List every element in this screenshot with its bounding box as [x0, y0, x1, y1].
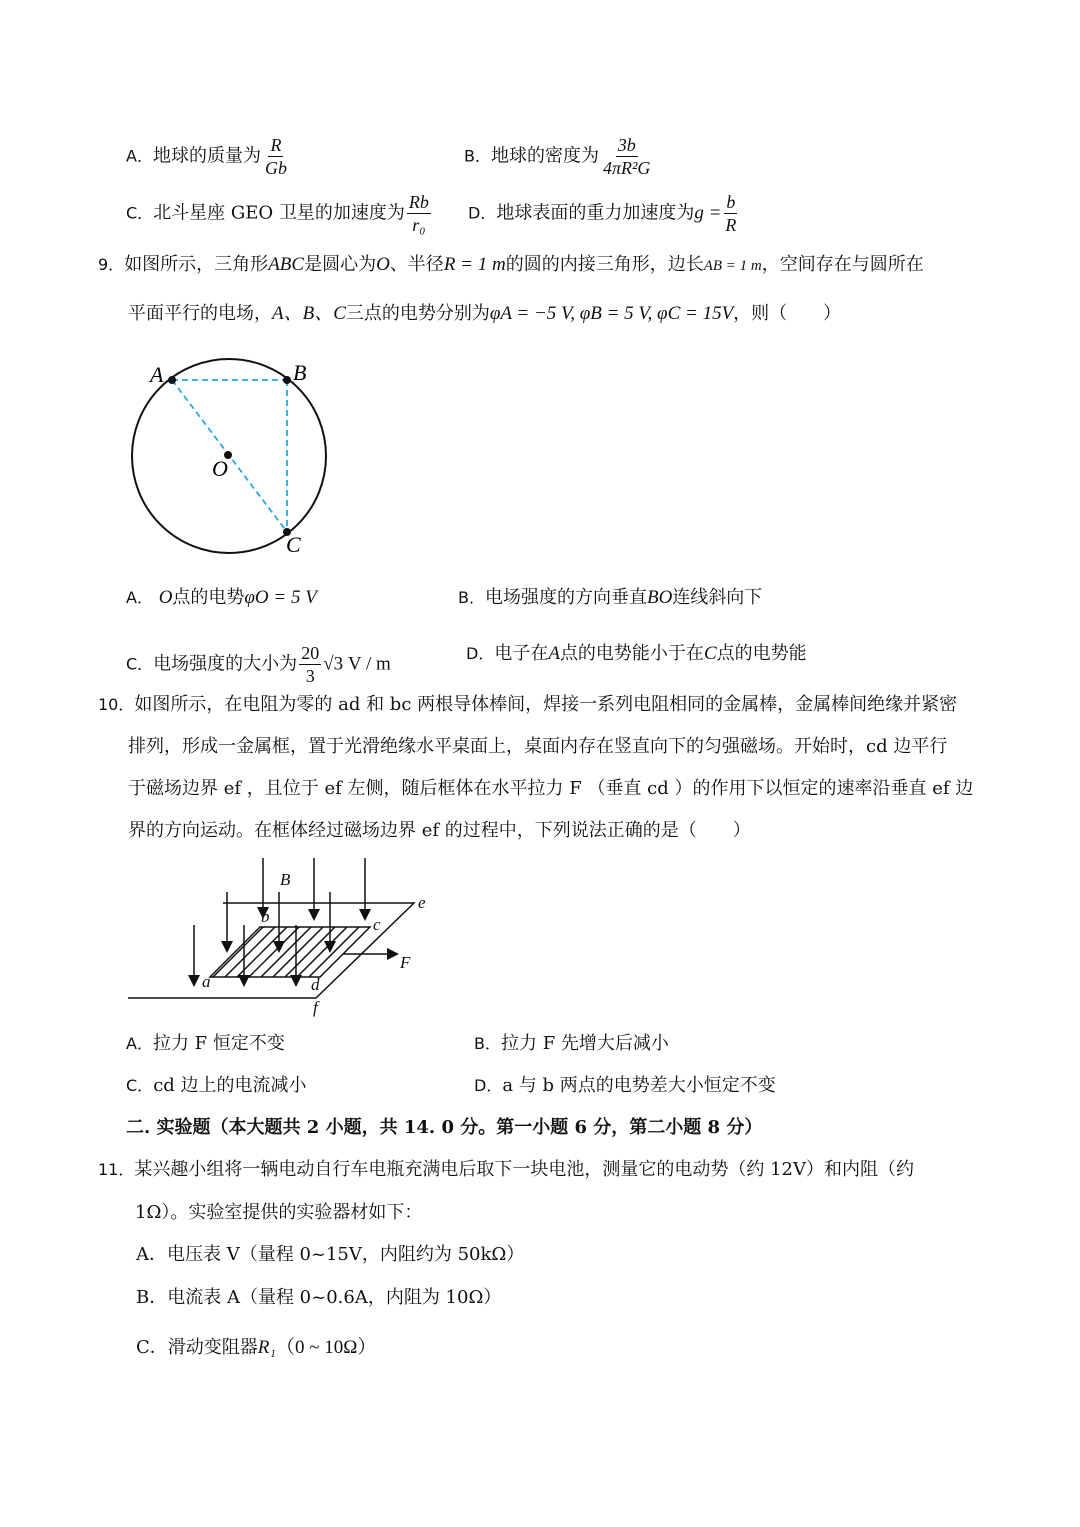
- fraction: [723, 191, 738, 236]
- label-c: c: [373, 915, 381, 934]
- point-a: [168, 376, 176, 384]
- question-number: 9．: [98, 255, 125, 274]
- text: 如图所示，三角形: [124, 254, 269, 275]
- math: C: [703, 643, 717, 664]
- option-label: A．: [126, 1034, 153, 1053]
- text: 平面平行的电场，: [128, 303, 272, 324]
- q9-option-b: [458, 586, 762, 610]
- option-label: B．: [474, 1034, 501, 1053]
- numerator: 20: [301, 643, 320, 663]
- text: 电场强度的大小为: [153, 653, 298, 675]
- text: 电子在: [494, 643, 549, 664]
- q11-line-2: 1Ω）。实验室提供的实验器材如下：: [135, 1202, 423, 1223]
- label-b: B: [293, 360, 307, 385]
- q10-line-1: [98, 693, 957, 717]
- option-text: 拉力 F 恒定不变: [152, 1033, 285, 1054]
- q8-option-b: [464, 134, 654, 179]
- q10-option-a: [126, 1032, 285, 1056]
- label-a: A: [150, 362, 164, 387]
- question-number: 10．: [98, 695, 135, 714]
- label-c: C: [286, 532, 301, 557]
- option-label: C．: [126, 203, 154, 223]
- math: R₁: [257, 1337, 276, 1358]
- hatching: [200, 920, 402, 990]
- table-boundary: [128, 903, 414, 998]
- denominator: 4πR²G: [602, 158, 651, 178]
- label-b-field: B: [280, 870, 291, 889]
- q11-item-b: B．电流表 A（量程 0~0.6A，内阻为 10Ω）: [136, 1287, 502, 1308]
- magnetic-frame-figure: [100, 850, 450, 1020]
- option-label: D．: [468, 203, 497, 223]
- option-text: 北斗星座 GEO 卫星的加速度为: [153, 202, 405, 224]
- denominator: Gb: [264, 158, 287, 178]
- section-heading: 二. 实验题（本大题共 2 小题，共 14. 0 分。第一小题 6 分，第二小题 8 分）: [126, 1117, 763, 1138]
- math: O: [376, 254, 390, 275]
- q10-line-2: 排列，形成一金属框，置于光滑绝缘水平桌面上，桌面内存在竖直向下的匀强磁场。开始时，cd 边平行: [128, 736, 948, 757]
- text: ，空间存在与圆所在: [761, 254, 924, 275]
- option-label: C．: [126, 1076, 154, 1095]
- denominator: 3: [305, 666, 315, 686]
- text: 连线斜向下: [672, 587, 763, 608]
- text: 如图所示，在电阻为零的 ad 和 bc 两根导体棒间，焊接一系列电阻相同的金属棒，金属棒间绝缘并紧密: [134, 694, 958, 715]
- q9-option-d: [466, 642, 807, 666]
- label-a: a: [202, 972, 211, 991]
- math: R = 1 m: [443, 254, 506, 275]
- label-force: F: [400, 953, 411, 972]
- numerator: R: [270, 135, 282, 155]
- q8-option-a: [126, 134, 291, 179]
- math: √3 V / m: [323, 653, 391, 675]
- fraction: [263, 134, 289, 179]
- math: φO = 5 V: [244, 587, 317, 608]
- option-label: A．: [126, 146, 153, 166]
- option-text: 地球表面的重力加速度为: [496, 202, 695, 224]
- q11-line-1: [98, 1158, 914, 1182]
- q10-line-3: 于磁场边界 ef ，且位于 ef 左侧，随后框体在水平拉力 F （垂直 cd ）的作用下以恒定的速率沿垂直 ef 边: [128, 778, 974, 799]
- q9-line-1: [98, 253, 924, 278]
- q10-option-c: [126, 1074, 307, 1098]
- label-f: f: [313, 998, 318, 1017]
- text: 点的电势能小于在: [559, 643, 704, 664]
- question-number: 11．: [98, 1160, 135, 1179]
- math: BO: [646, 587, 673, 608]
- point-b: [283, 376, 291, 384]
- q10-line-4: 界的方向运动。在框体经过磁场边界 ef 的过程中，下列说法正确的是（ ）: [128, 820, 751, 841]
- math: AB = 1 m: [703, 258, 762, 274]
- option-text: 拉力 F 先增大后减小: [500, 1033, 669, 1054]
- math: A: [548, 643, 560, 664]
- q10-option-d: [474, 1074, 776, 1098]
- label-b: b: [261, 907, 270, 926]
- q8-option-d: [468, 191, 740, 236]
- option-label: B．: [464, 146, 491, 166]
- text: （0 ~ 10Ω）: [276, 1337, 377, 1358]
- label-e: e: [418, 893, 426, 912]
- label-d: d: [311, 975, 320, 994]
- math: φA = −5 V, φB = 5 V, φC = 15V: [489, 303, 734, 324]
- fraction: [407, 191, 431, 236]
- label-o: O: [212, 456, 228, 481]
- text: 的圆的内接三角形，边长: [505, 254, 704, 275]
- numerator: 3b: [617, 135, 636, 155]
- math: ABC: [268, 254, 305, 275]
- circle-triangle-figure: [120, 350, 350, 560]
- text: 点的电势: [172, 587, 245, 608]
- option-label: C．: [126, 654, 154, 674]
- fraction: [299, 642, 321, 687]
- option-text: 地球的质量为: [152, 145, 261, 167]
- text: 点的电势能: [716, 643, 807, 664]
- option-label: A．: [126, 588, 153, 607]
- numerator: Rb: [408, 192, 429, 212]
- text: 、半径: [389, 254, 444, 275]
- option-text: a 与 b 两点的电势差大小恒定不变: [502, 1075, 776, 1096]
- numerator: b: [726, 192, 736, 212]
- math: A、B、C: [272, 303, 346, 324]
- fraction: [601, 134, 652, 179]
- q11-item-c: [136, 1336, 376, 1360]
- text: 是圆心为: [304, 254, 377, 275]
- equation: g =: [694, 202, 722, 224]
- text: ，则（ ）: [733, 303, 842, 324]
- option-label: D．: [474, 1076, 503, 1095]
- text: C．滑动变阻器: [136, 1337, 258, 1358]
- option-text: cd 边上的电流减小: [153, 1075, 307, 1096]
- math: O: [158, 587, 173, 608]
- q9-option-c: [126, 642, 391, 687]
- denominator: R: [725, 215, 737, 235]
- q9-line-2: [128, 302, 841, 326]
- q11-item-a: A．电压表 V（量程 0~15V，内阻约为 50kΩ）: [136, 1244, 525, 1265]
- q10-option-b: [474, 1032, 669, 1056]
- text: 某兴趣小组将一辆电动自行车电瓶充满电后取下一块电池，测量它的电动势（约 12V）和内阻（约: [134, 1159, 914, 1180]
- option-label: B．: [458, 588, 485, 607]
- q9-option-a: [126, 586, 317, 610]
- option-text: 地球的密度为: [490, 145, 599, 167]
- text: 电场强度的方向垂直: [484, 587, 647, 608]
- q8-option-c: [126, 191, 433, 236]
- denominator: r₀: [412, 215, 426, 235]
- text: 三点的电势分别为: [345, 303, 490, 324]
- option-label: D．: [466, 644, 495, 663]
